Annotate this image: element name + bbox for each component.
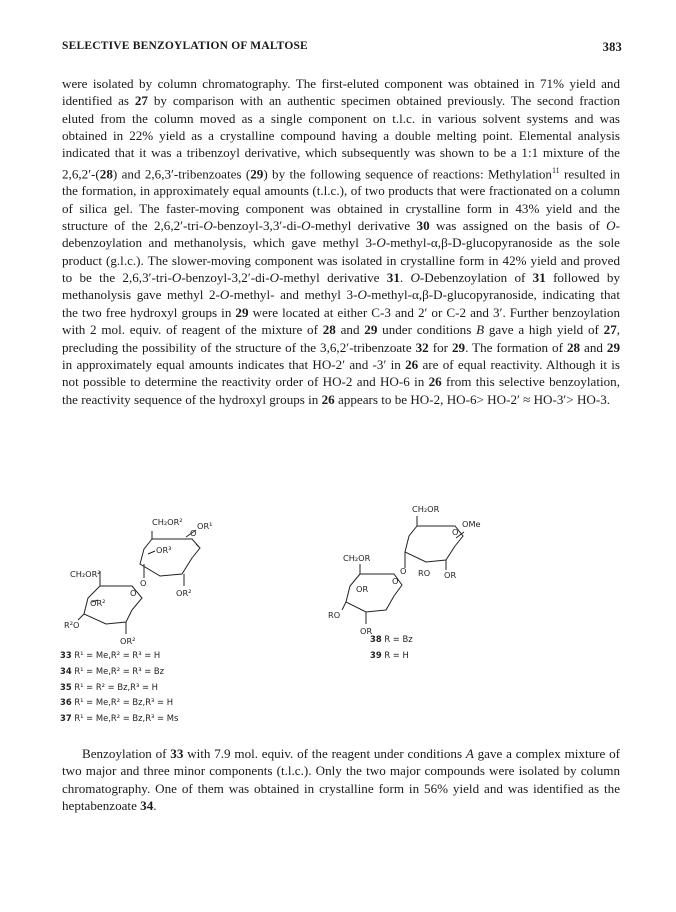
text-run: by comparison with an authentic specimen obtained previously. The second fraction eluted from the column moved as a single component on t.l.c. in various solvent systems and was obtained in 22% yield as a crystalline compound having a double melting point. Elemental analysis indicated that it was a tribenzoyl derivative, which subsequently was shown to be a 1:1 mixture of the 2,6,2′-(: [62, 93, 620, 182]
right-bottom-ring-oxygen: O: [392, 576, 399, 586]
left-top-o3-label: OR³: [156, 545, 172, 555]
italic-text: O: [269, 270, 280, 286]
compound-number: 29: [235, 304, 249, 320]
text-run: in approximately equal amounts indicates that HO-2′ and -3′ in: [62, 356, 406, 372]
right-top-o2-label: OR: [444, 570, 457, 580]
right-bottom-c6-label: CH₂OR: [343, 553, 371, 563]
right-top-ring: [405, 506, 481, 580]
compound-number: 33: [170, 746, 184, 761]
right-top-ring-oxygen: O: [452, 527, 459, 537]
text-run: ) and 2,6,3′-tribenzoates (: [112, 166, 251, 182]
italic-text: O: [410, 270, 420, 286]
text-run: -methyl-α,β-D-glucopyranoside, indicating that the two free hydroxyl groups in: [62, 287, 620, 320]
right-top-anomeric-label: OMe: [462, 519, 481, 529]
text-run: was assigned on the basis of: [429, 218, 607, 234]
left-bottom-o4-label: R²O: [64, 620, 80, 630]
legend-substituents: R¹ = Me,R² = R³ = H: [71, 650, 161, 660]
text-run: .: [153, 798, 157, 814]
left-bottom-c6-label: CH₂OR²: [70, 569, 101, 579]
legend-substituents: R¹ = R² = Bz,R³ = H: [71, 681, 158, 692]
reference-superscript: 11: [551, 165, 560, 175]
compound-number: 31: [386, 270, 400, 286]
left-top-ring-oxygen: O: [190, 528, 197, 538]
text-run: were located at either C-3 and 2′ or C-2 and 3′. Further benzoylation with 2 mol. equiv. of reagent of the mixture of: [62, 304, 620, 338]
text-run: and: [580, 339, 607, 355]
italic-text: O: [357, 287, 367, 303]
compound-number: 28: [99, 166, 113, 182]
text-run: ) by the following sequence of reactions: Methylation: [263, 166, 552, 182]
legend-compound-number: 37: [60, 713, 72, 724]
left-top-anomeric-label: OR¹: [197, 521, 213, 531]
text-run: -Debenzoylation of: [419, 270, 533, 286]
compound-number: 26: [321, 391, 335, 407]
text-run: are of equal reactivity. Although it is not possible to determine the reactivity order of HO-2 and HO-6 in: [62, 356, 620, 390]
left-top-ring: [140, 517, 212, 598]
right-bottom-o2-label: OR: [360, 626, 373, 636]
running-title: SELECTIVE BENZOYLATION OF MALTOSE: [62, 40, 308, 52]
chemical-structures-figure: [60, 506, 620, 734]
compound-number: 27: [603, 322, 617, 338]
right-bottom-o4-label: RO: [328, 610, 341, 620]
compound-number: 29: [364, 322, 378, 338]
text-run: followed by methanolysis gave methyl 2-: [62, 270, 620, 303]
legend-row: [60, 664, 178, 680]
text-run: , precluding the possibility of the structure of the 3,6,2′-tribenzoate: [62, 322, 621, 355]
text-run: -debenzoylation and methanolysis, which gave methyl 3-: [62, 218, 620, 251]
legend-row: [60, 695, 178, 711]
compound-number: 26: [428, 374, 442, 390]
text-run: -methyl-α,β-D-glucopyranoside as the sole product (g.l.c.). The slower-moving component was isolated in crystalline form in 42% yield and proved to be the 2,6,3′-tri-: [62, 235, 620, 286]
left-bottom-o3-label: OR²: [90, 598, 106, 608]
legend-row: [60, 680, 178, 696]
italic-text: O: [376, 235, 386, 251]
legend-compound-number: 34: [60, 665, 72, 676]
compound-number: 29: [606, 339, 621, 355]
compound-number: 34: [140, 798, 154, 814]
italic-text: O: [606, 218, 616, 234]
body-paragraph-1: [62, 75, 620, 408]
compound-number: 28: [322, 322, 336, 338]
legend-compound-number: 35: [60, 681, 72, 692]
left-top-o2-label: OR²: [176, 588, 192, 598]
text-run: -benzoyl-3,3′-di-: [212, 218, 302, 234]
legend-substituents: R = Bz: [381, 634, 413, 644]
left-bottom-ring-oxygen: O: [130, 588, 137, 598]
compound-number: 27: [134, 93, 148, 109]
text-run: under conditions: [377, 322, 477, 338]
right-top-o3-label: RO: [418, 568, 431, 578]
legend-row: [370, 632, 413, 648]
italic-text: O: [203, 218, 213, 234]
text-run: -methyl- and methyl 3-: [229, 287, 358, 303]
left-bottom-o2-label: OR²: [120, 636, 136, 646]
compound-number: 28: [566, 339, 581, 355]
italic-text: A: [465, 746, 474, 761]
text-run: -benzoyl-3,2′-di-: [181, 270, 270, 286]
compound-number: 26: [405, 356, 419, 372]
legend-compound-number: 33: [60, 650, 72, 660]
legend-substituents: R = H: [381, 649, 409, 660]
left-link-oxygen: O: [140, 578, 147, 588]
body-paragraph-2: [62, 745, 620, 814]
page-number: 383: [602, 40, 622, 54]
legend-compound-number: 38: [370, 634, 382, 644]
text-run: . The formation of: [465, 339, 567, 355]
legend-substituents: R¹ = Me,R² = R³ = Bz: [71, 665, 165, 676]
italic-text: O: [219, 287, 230, 303]
legend-row: [60, 648, 178, 664]
compound-number: 31: [532, 270, 546, 286]
italic-text: B: [476, 322, 485, 338]
text-run: appears to be HO-2, HO-6> HO-2′ ≈ HO-3′> HO-3.: [334, 391, 611, 407]
compound-number: 29: [250, 166, 264, 182]
right-bottom-o3-label: OR: [356, 584, 369, 594]
left-bottom-ring: [64, 569, 142, 646]
compound-number: 29: [451, 339, 466, 355]
legend-row: [60, 711, 178, 727]
text-run: .: [399, 270, 411, 286]
text-run: and: [335, 322, 365, 338]
legend-substituents: R¹ = Me,R² = Bz,R³ = H: [71, 697, 174, 708]
compound-number: 30: [416, 218, 430, 234]
text-run: for: [428, 339, 452, 355]
page-header: [62, 40, 622, 56]
right-top-c6-label: CH₂OR: [412, 506, 440, 514]
legend-row: [370, 648, 413, 664]
text-run: from this selective benzoylation, the reactivity sequence of the hydroxyl groups in: [62, 374, 620, 407]
italic-text: O: [171, 270, 182, 286]
right-link-oxygen: O: [400, 566, 407, 576]
legend-compound-number: 39: [370, 649, 382, 660]
right-bottom-ring: [328, 553, 402, 636]
legend-compounds-33-37: [60, 648, 178, 727]
text-run: gave a complex mixture of two major and three minor components (t.l.c.). Only the two major compounds were isolated by column chromatography. One of them was obtained in crystalline form in 56% yield and was identified as the heptabenzoate: [62, 746, 620, 814]
text-run: resulted in the formation, in approximately equal amounts (t.l.c.), of two products that were fractionated on a column of silica gel. The faster-moving component was obtained in crystalline form in 43% yield and the structure of the 2,6,2′-tri-: [62, 166, 620, 234]
legend-substituents: R¹ = Me,R² = Bz,R³ = Ms: [71, 713, 179, 724]
legend-compound-number: 36: [60, 697, 72, 708]
italic-text: O: [301, 218, 311, 234]
text-run: -methyl derivative: [279, 270, 387, 286]
text-run: gave a high yield of: [484, 322, 604, 338]
text-run: were isolated by column chromatography. The first-eluted component was obtained in 71% yield and identified as: [62, 76, 620, 109]
text-run: with 7.9 mol. equiv. of the reagent under conditions: [183, 746, 466, 761]
compound-number: 32: [415, 339, 429, 355]
legend-compounds-38-39: [370, 632, 413, 664]
left-top-c6-label: CH₂OR²: [152, 517, 183, 527]
text-run: -methyl derivative: [310, 218, 417, 234]
text-run: Benzoylation of: [82, 746, 171, 761]
